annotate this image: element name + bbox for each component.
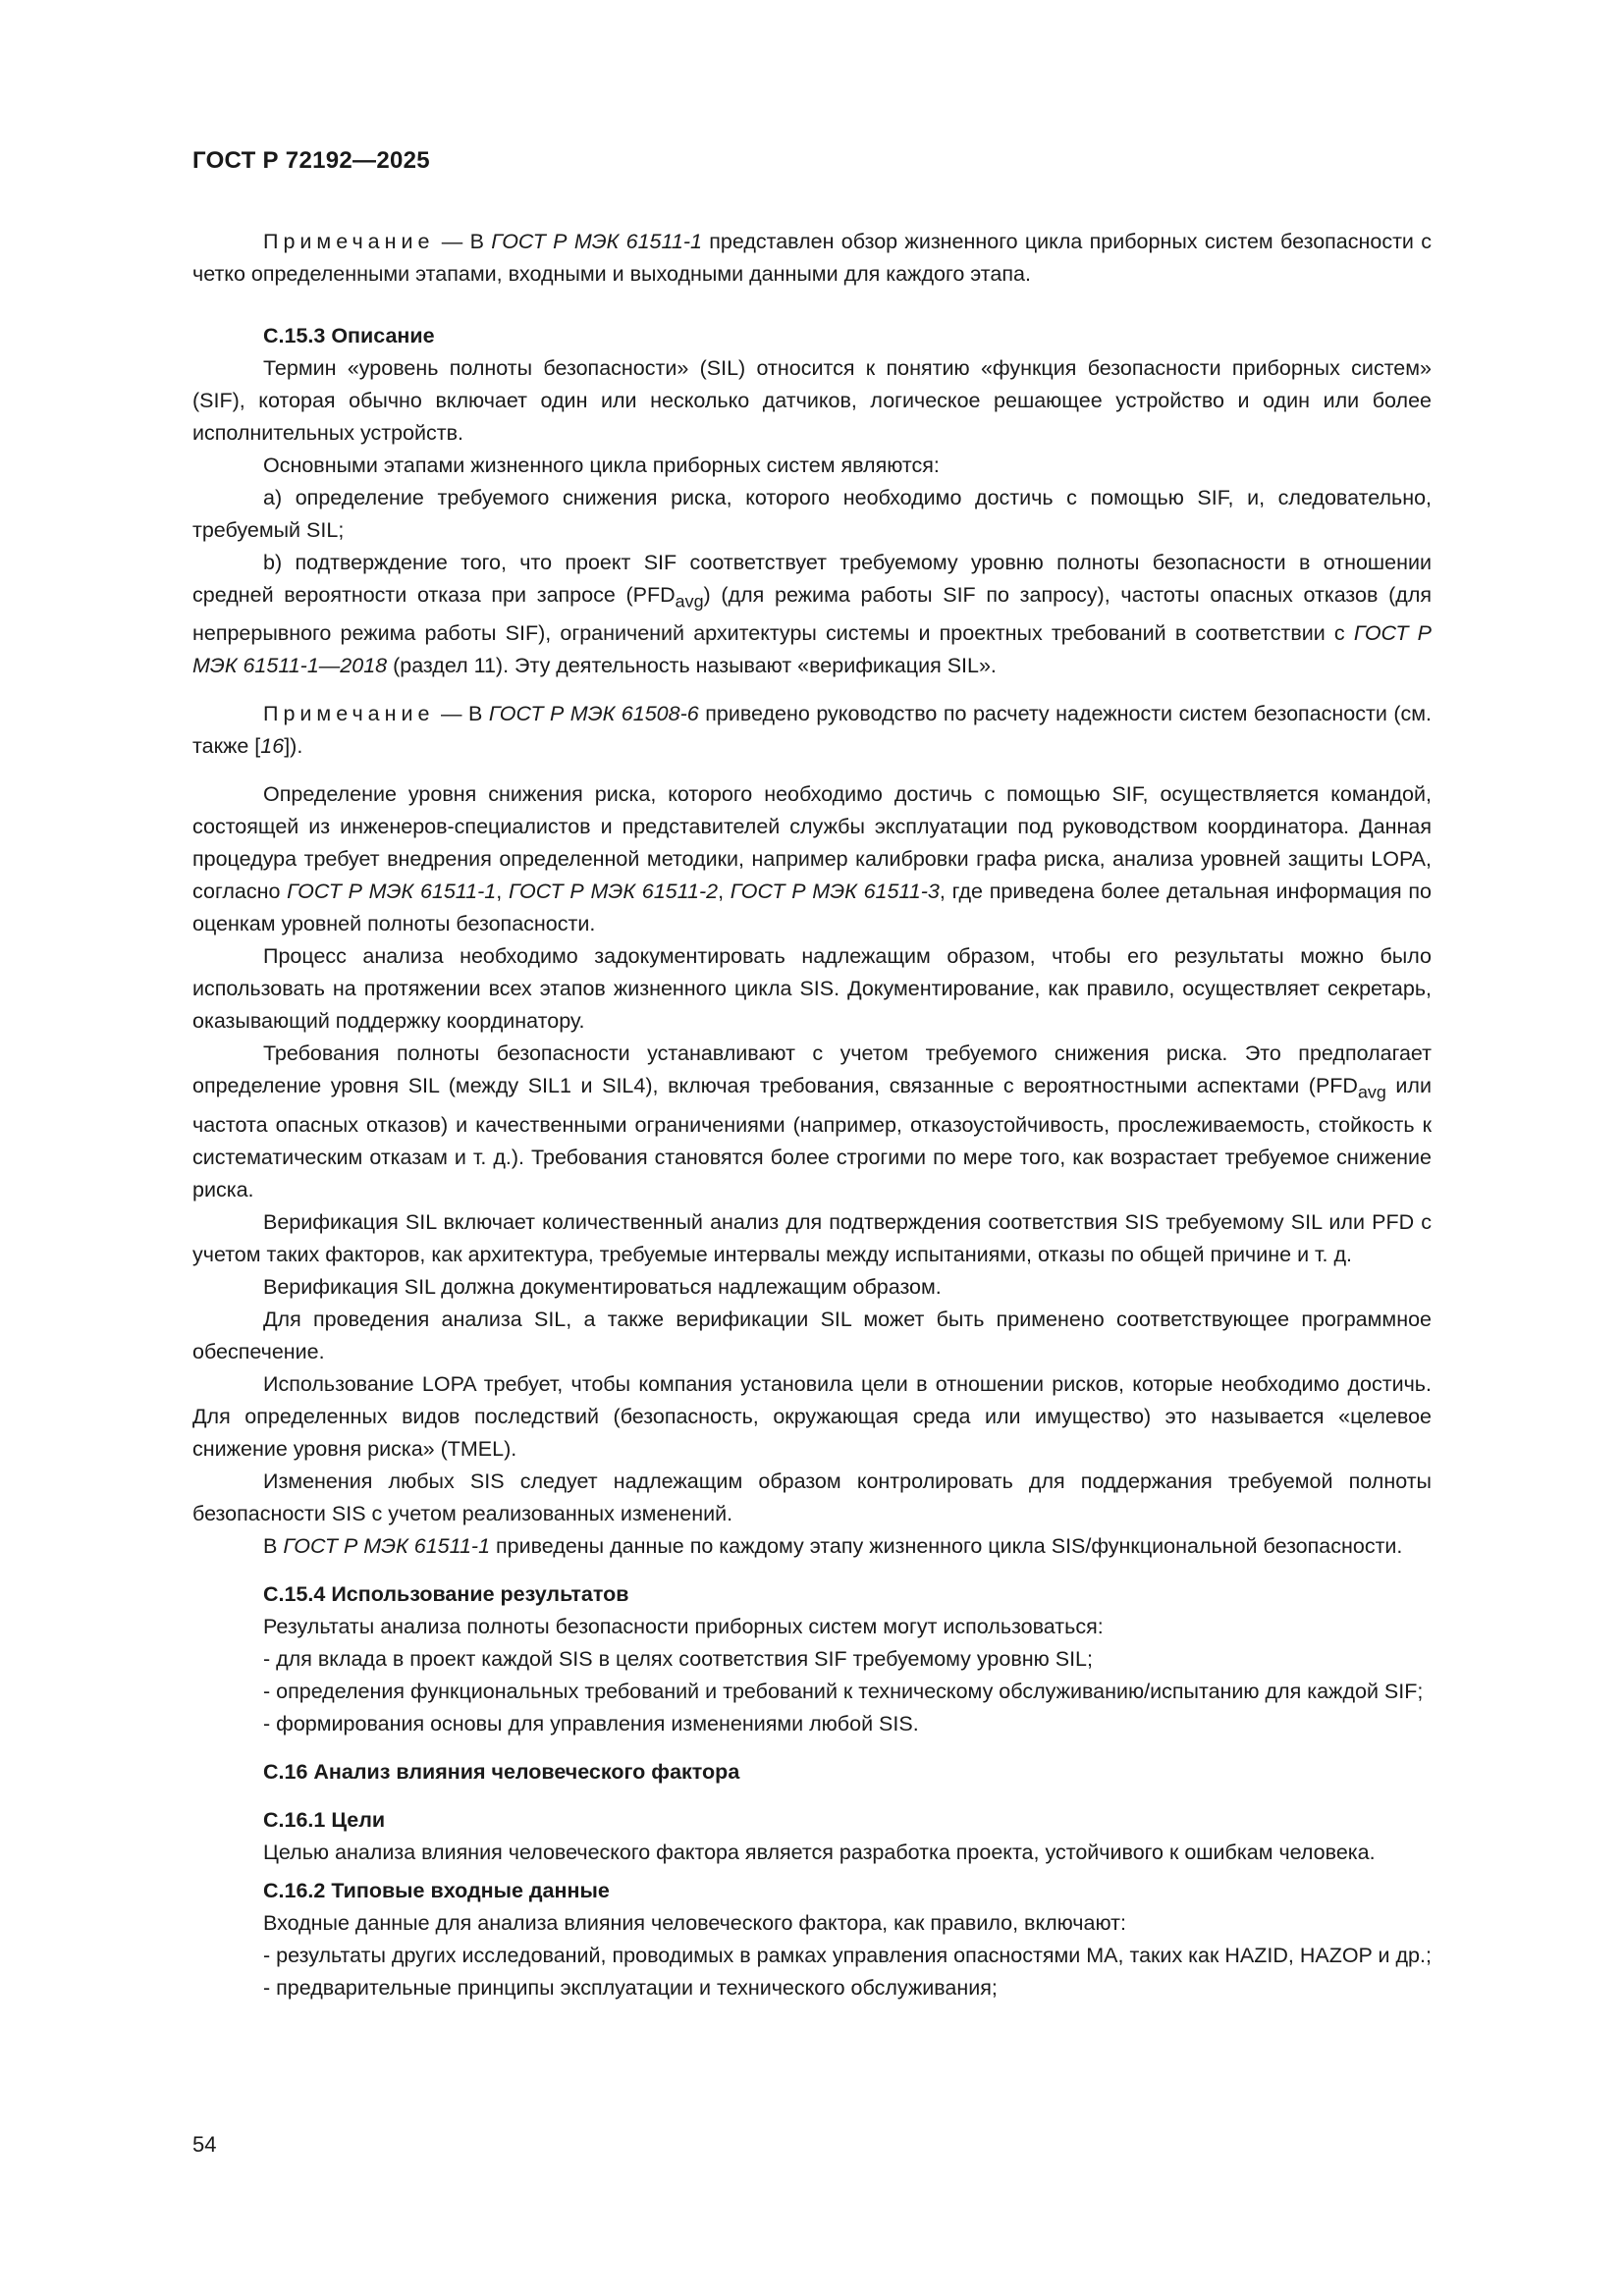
- note-paragraph: Примечание — В ГОСТ Р МЭК 61508-6 приведено руководство по расчету надежности систем безопасности (см. также [16]).: [192, 702, 1433, 759]
- note-paragraph: Примечание — В ГОСТ Р МЭК 61511-1 представлен обзор жизненного цикла приборных систем безопасности с четко определенными этапами, входными и выходными данными для каждого этапа.: [192, 230, 1432, 286]
- paragraph: Требования полноты безопасности устанавливают с учетом требуемого снижения риска. Это предполагает определение уровня SIL (между SIL1 и SIL4), включая требования, связанные с вероятностными аспектами ($PFD_{avg}$ или частота опасных отказов) и качественными ограничениями (например, отказоустойчивость, прослеживаемость, стойкость к систематическим отказам и т. д.). Требования становятся более строгими по мере того, как возрастает требуемое снижение риска.: [192, 1041, 1432, 1201]
- list-item: - формирования основы для управления изменениями любой SIS.: [263, 1711, 919, 1735]
- list-item: - результаты других исследований, проводимых в рамках управления опасностями МА, таких как HAZID, HAZOP и др.;: [263, 1943, 1432, 1967]
- list-item: - предварительные принципы эксплуатации и технического обслуживания;: [263, 1975, 998, 2000]
- paragraph: Для проведения анализа SIL, а также верификации SIL может быть применено соответствующее программное обеспечение.: [192, 1307, 1432, 1363]
- paragraph: Термин «уровень полноты безопасности» (SIL) относится к понятию «функция безопасности приборных систем» (SIF), которая обычно включает один или несколько датчиков, логическое решающее устройство и один или более исполнительных устройств.: [192, 356, 1432, 445]
- section-heading-c-16-2: С.16.2 Типовые входные данные: [263, 1878, 610, 1902]
- page-number: 54: [192, 2132, 217, 2157]
- list-item: b) подтверждение того, что проект SIF соответствует требуемому уровню полноты безопасности в отношении средней вероятности отказа при запросе $(PFD_{avg})$ (для режима работы SIF по запросу), частоты опасных отказов (для непрерывного режима работы SIF), ограничений архитектуры системы и проектных требований в соответствии с ГОСТ Р МЭК 61511-1—2018 (раздел 11). Эту деятельность называют «верификация SIL».: [192, 551, 1433, 678]
- document-header: ГОСТ Р 72192—2025: [192, 147, 430, 174]
- paragraph: Определение уровня снижения риска, которого необходимо достичь с помощью SIF, осуществляется командой, состоящей из инженеров-специалистов и представителей службы эксплуатации под руководством координатора. Данная процедура требует внедрения определенной методики, например калибровки графа риска, анализа уровней защиты LOPA, согласно ГОСТ Р МЭК 61511-1, ГОСТ Р МЭК 61511-2, ГОСТ Р МЭК 61511-3, где приведена более детальная информация по оценкам уровней полноты безопасности.: [192, 782, 1433, 936]
- list-item: - определения функциональных требований и требований к техническому обслуживанию/испытанию для каждой SIF;: [263, 1679, 1424, 1703]
- paragraph: Результаты анализа полноты безопасности приборных систем могут использоваться:: [263, 1614, 1104, 1638]
- section-heading-c-15-3: С.15.3 Описание: [263, 324, 435, 347]
- paragraph: Изменения любых SIS следует надлежащим образом контролировать для поддержания требуемой полноты безопасности SIS с учетом реализованных изменений.: [192, 1468, 1432, 1525]
- paragraph: Процесс анализа необходимо задокументировать надлежащим образом, чтобы его результаты можно было использовать на протяжении всех этапов жизненного цикла SIS. Документирование, как правило, осуществляет секретарь, оказывающий поддержку координатору.: [192, 944, 1432, 1034]
- list-item: - для вклада в проект каждой SIS в целях соответствия SIF требуемому уровню SIL;: [263, 1646, 1093, 1671]
- section-heading-c-16: С.16 Анализ влияния человеческого фактора: [263, 1759, 740, 1784]
- paragraph: Основными этапами жизненного цикла приборных систем являются:: [263, 454, 940, 477]
- section-heading-c-15-4: С.15.4 Использование результатов: [263, 1581, 629, 1606]
- paragraph: Входные данные для анализа влияния человеческого фактора, как правило, включают:: [263, 1910, 1126, 1935]
- paragraph: Верификация SIL включает количественный анализ для подтверждения соответствия SIS требуемому SIL или PFD с учетом таких факторов, как архитектура, требуемые интервалы между испытаниями, отказы по общей причине и т. д.: [192, 1209, 1432, 1266]
- list-item: a) определение требуемого снижения риска, которого необходимо достичь с помощью SIF, и, следовательно, требуемый SIL;: [192, 486, 1432, 542]
- paragraph: Использование LOPA требует, чтобы компания установила цели в отношении рисков, которые необходимо достичь. Для определенных видов последствий (безопасность, окружающая среда или имущество) это называется «целевое снижение уровня риска» (TMEL).: [192, 1371, 1432, 1461]
- paragraph: В ГОСТ Р МЭК 61511-1 приведены данные по каждому этапу жизненного цикла SIS/функциональной безопасности.: [263, 1533, 1403, 1558]
- document-page: [192, 147, 1432, 2004]
- paragraph: Верификация SIL должна документироваться надлежащим образом.: [263, 1274, 942, 1299]
- section-heading-c-16-1: С.16.1 Цели: [263, 1807, 386, 1832]
- paragraph: Целью анализа влияния человеческого фактора является разработка проекта, устойчивого к ошибкам человека.: [263, 1840, 1376, 1864]
